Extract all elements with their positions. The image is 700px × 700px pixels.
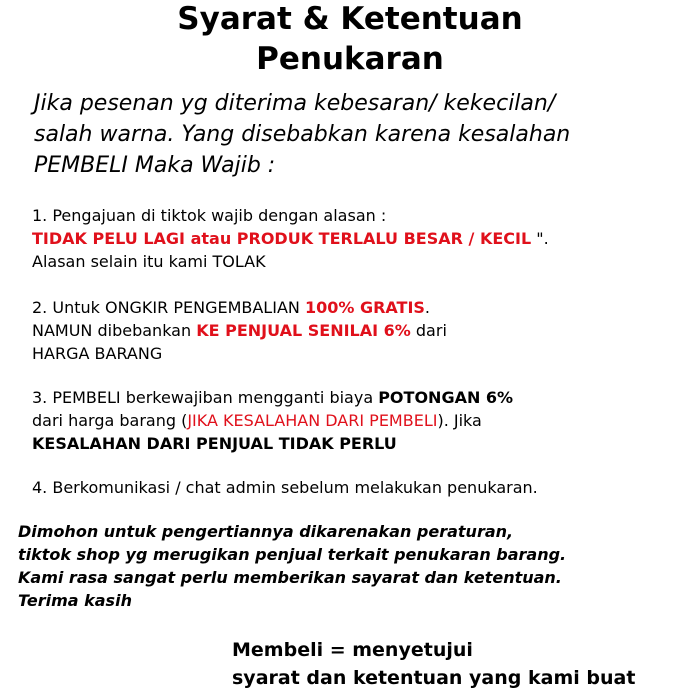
rule-highlight: 100% GRATIS [304, 298, 425, 317]
rule-line: HARGA BARANG [32, 344, 163, 363]
page-title: Syarat & Ketentuan [177, 1, 523, 37]
rule-item-3 [32, 386, 682, 455]
rule-line: KESALAHAN DARI PENJUAL TIDAK PERLU [32, 434, 397, 453]
rule-text: dari harga barang ( [32, 411, 188, 430]
rule-text: . [424, 298, 431, 317]
intro-paragraph [34, 88, 684, 181]
rule-line: Alasan selain itu kami TOLAK [32, 252, 266, 271]
closing-line: Kami rasa sangat perlu memberikan sayarat dan ketentuan. [18, 568, 562, 587]
rule-highlight: JIKA KESALAHAN DARI PEMBELI [187, 411, 438, 430]
signoff [232, 636, 692, 692]
rule-item-1 [32, 204, 682, 273]
closing-line: Terima kasih [18, 591, 132, 610]
rule-line: 4. Berkomunikasi / chat admin sebelum melakukan penukaran. [32, 478, 538, 497]
signoff-line: syarat dan ketentuan yang kami buat [232, 667, 636, 689]
rule-item-2 [32, 296, 682, 365]
closing-paragraph [18, 520, 688, 612]
rule-highlight: KE PENJUAL SENILAI 6% [196, 321, 411, 340]
intro-line: Jika pesenan yg diterima kebesaran/ kekecilan/ [34, 91, 556, 116]
intro-line: salah warna. Yang disebabkan karena kesalahan [34, 122, 571, 147]
rule-line [32, 296, 682, 319]
rule-line [32, 319, 682, 342]
intro-line: PEMBELI Maka Wajib : [34, 153, 276, 178]
rule-line [32, 409, 682, 432]
rule-highlight: TIDAK PELU LAGI atau PRODUK TERLALU BESAR / KECIL [32, 229, 532, 248]
rule-text: NAMUN dibebankan [32, 321, 197, 340]
rule-text: 3. PEMBELI berkewajiban mengganti biaya [32, 388, 379, 407]
rule-line: 1. Pengajuan di tiktok wajib dengan alasan : [32, 206, 387, 225]
rule-text: dari [410, 321, 447, 340]
rule-line [32, 227, 682, 250]
page-subtitle: Penukaran [256, 41, 444, 77]
rule-line [32, 386, 682, 409]
rule-text: 2. Untuk ONGKIR PENGEMBALIAN [32, 298, 305, 317]
closing-line: tiktok shop yg merugikan penjual terkait penukaran barang. [18, 545, 567, 564]
rule-text: ). Jika [437, 411, 482, 430]
signoff-line: Membeli = menyetujui [232, 639, 473, 661]
rule-emphasis: POTONGAN 6% [378, 388, 514, 407]
rule-text: ". [531, 229, 549, 248]
closing-line: Dimohon untuk pengertiannya dikarenakan peraturan, [18, 522, 514, 541]
rule-item-4 [32, 476, 682, 499]
